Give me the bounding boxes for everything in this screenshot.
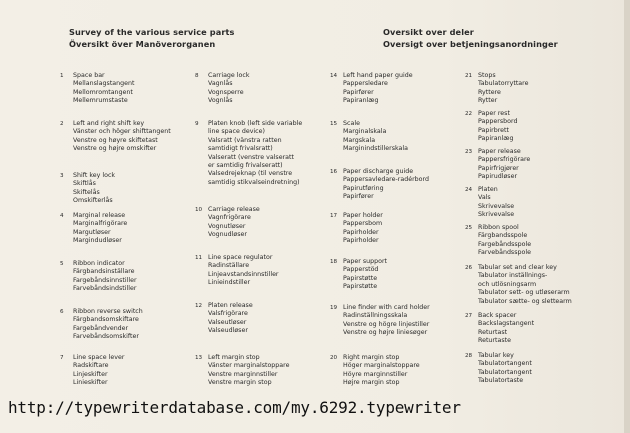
part-name-translation: Valseudløser [208, 327, 248, 335]
part-names [73, 172, 115, 206]
part-name-translation: Papirfrigjører [478, 164, 519, 172]
header-right-subtitle: Oversigt over betjeningsanordninger [383, 39, 558, 49]
part-name-translation: Vognlås [208, 97, 233, 105]
part-name-translation: samtidigt frivalsratt) [208, 145, 273, 153]
part-number: 28 [465, 353, 473, 359]
part-name-translation: Marginindstillerskala [343, 145, 408, 153]
part-names [343, 72, 413, 106]
part-item [330, 72, 413, 106]
part-item [465, 186, 514, 220]
part-item [330, 258, 387, 292]
header-left-subtitle: Översikt över Manöverorganen [69, 39, 216, 49]
part-number: 23 [465, 149, 473, 155]
part-name-translation: Pappersavledare-radérbord [343, 176, 430, 184]
part-name-translation: Skiftelås [73, 188, 100, 196]
part-item [330, 212, 383, 246]
part-name-translation: Mellemrumstaste [73, 97, 128, 105]
part-name-english: Left hand paper guide [343, 72, 413, 79]
part-number: 19 [330, 305, 338, 311]
part-item [465, 264, 572, 306]
part-number: 1 [60, 73, 64, 79]
part-name-english: Left and right shift key [73, 120, 145, 127]
part-name-translation: Tabulatortangent [478, 360, 532, 368]
part-name-translation: Returtaste [478, 337, 511, 345]
part-name-translation: Linieskifter [73, 379, 108, 387]
part-name-translation: Skrivevalse [478, 202, 515, 210]
part-name-translation: Omskifterlås [73, 197, 113, 205]
part-number: 26 [465, 265, 473, 271]
part-names [208, 302, 253, 336]
part-names [478, 264, 572, 306]
part-name-english: Platen knob (left side variable [208, 120, 303, 127]
part-name-english: Ribbon reverse switch [73, 308, 143, 315]
part-item [60, 260, 137, 294]
part-name-english: Carriage release [208, 206, 260, 213]
part-name-translation: Pappersledare [343, 80, 388, 88]
part-names [478, 72, 529, 106]
part-names [208, 354, 289, 388]
part-name-english: Platen release [208, 302, 253, 309]
part-name-translation: Pappersbom [343, 220, 383, 228]
part-number: 8 [195, 73, 199, 79]
part-item [465, 148, 530, 182]
part-name-translation: Skiftlås [73, 180, 96, 188]
part-item [195, 254, 279, 288]
part-names [208, 72, 250, 106]
part-item [330, 354, 420, 388]
part-names [73, 260, 137, 294]
part-name-translation: Venstre marginnstiller [208, 370, 278, 378]
part-names [73, 354, 124, 388]
part-name-translation: Papirstøtte [343, 274, 378, 282]
part-name-translation: Vänster och höger shifttangent [73, 128, 171, 136]
part-name-translation: Linieindstiller [208, 279, 251, 287]
part-number: 16 [330, 169, 338, 175]
part-names [478, 312, 534, 346]
part-number: 3 [60, 173, 64, 179]
part-item [465, 224, 531, 258]
part-name-translation: Tabulator sett- og utløserarm [478, 289, 570, 297]
part-name-translation: Venstre og högre linjestiller [343, 320, 430, 328]
part-number: 21 [465, 73, 473, 79]
part-name-english: Line space regulator [208, 254, 273, 261]
part-number: 5 [60, 261, 64, 267]
part-number: 10 [195, 207, 203, 213]
header-right-title: Oversikt over deler [383, 27, 474, 37]
part-item [195, 302, 253, 336]
part-name-translation: Venstre og høyre skiftetast [73, 136, 158, 144]
part-name-translation: Papirholder [343, 237, 379, 245]
part-number: 6 [60, 309, 64, 315]
part-number: 25 [465, 225, 473, 231]
part-name-english: Paper release [478, 148, 521, 155]
part-name-translation: Linjeskifter [73, 370, 108, 378]
part-name-translation: Marginalfrigörare [73, 220, 128, 228]
part-name-english: Back spacer [478, 312, 517, 319]
part-name-translation: Tabulator sætte- og slettearm [478, 297, 572, 305]
part-name-translation: Venstre margin stop [208, 379, 272, 387]
part-name-translation: Fargebåndsinnstiller [73, 276, 137, 284]
part-names [73, 212, 127, 246]
part-name-translation: Margindudløser [73, 237, 122, 245]
header-right [383, 26, 558, 50]
part-names [73, 120, 171, 154]
part-name-translation: Marginalskala [343, 128, 387, 136]
part-name-translation: Farvebåndsindstiller [73, 285, 137, 293]
part-names [343, 120, 408, 154]
part-number: 2 [60, 121, 64, 127]
part-name-english: Space bar [73, 72, 105, 79]
part-name-translation: Farvebåndsomskifter [73, 333, 139, 341]
part-name-english: Scale [343, 120, 360, 127]
part-names [208, 206, 260, 240]
part-name-translation: Fargebåndvender [73, 324, 129, 332]
part-item [195, 206, 260, 240]
part-item [195, 120, 302, 187]
part-name-translation: Papirbrett [478, 126, 509, 134]
part-item [465, 352, 532, 386]
part-name-translation: Venstre og højre liniesøger [343, 329, 428, 337]
part-name-translation: Skrivevalse [478, 211, 515, 219]
part-number: 22 [465, 111, 473, 117]
part-name-translation: line space device) [208, 128, 265, 136]
part-number: 13 [195, 355, 203, 361]
part-name-translation: Valseutløser [208, 318, 247, 326]
part-name-translation: Papirholder [343, 228, 379, 236]
part-name-translation: Tabulator inställnings- [478, 272, 548, 280]
part-name-english: Right margin stop [343, 354, 400, 361]
part-name-translation: Valsfrigörare [208, 310, 248, 318]
part-item [465, 110, 517, 144]
part-name-translation: er samtidig frivalseratt) [208, 162, 283, 170]
part-item [60, 72, 134, 106]
part-name-english: Marginal release [73, 212, 126, 219]
header-left-title: Survey of the various service parts [69, 27, 235, 37]
part-name-translation: Papiranlæg [478, 135, 514, 143]
part-name-english: Paper holder [343, 212, 383, 219]
part-name-translation: Fargebåndsspole [478, 240, 532, 248]
part-item [60, 308, 143, 342]
part-name-translation: Backslagstangent [478, 320, 535, 328]
part-name-translation: Vagnlås [208, 80, 233, 88]
part-names [208, 254, 279, 288]
part-names [478, 148, 530, 182]
part-names [343, 258, 387, 292]
part-names [478, 110, 517, 144]
part-name-translation: Tabulatortangent [478, 368, 532, 376]
part-name-translation: Färgbandsspole [478, 232, 528, 240]
part-name-english: Line space lever [73, 354, 125, 361]
part-item [60, 354, 124, 388]
part-name-english: Paper support [343, 258, 388, 265]
part-names [343, 304, 430, 338]
part-name-english: Platen [478, 186, 498, 193]
part-name-translation: Venstre og højre omskifter [73, 145, 157, 153]
part-name-english: Left margin stop [208, 354, 260, 361]
part-number: 7 [60, 355, 64, 361]
part-item [195, 354, 289, 388]
part-name-translation: Pappersbord [478, 118, 518, 126]
part-item [330, 304, 430, 338]
part-name-translation: Vognutløser [208, 222, 246, 230]
part-item [465, 72, 529, 106]
part-name-english: Ribbon spool [478, 224, 519, 231]
part-name-translation: Papiranlæg [343, 97, 379, 105]
page-edge [624, 0, 630, 433]
part-name-translation: Papirstøtte [343, 283, 378, 291]
part-name-english: Stops [478, 72, 496, 79]
part-number: 11 [195, 255, 203, 261]
part-name-translation: Papirfører [343, 193, 374, 201]
part-name-translation: Ryttere [478, 88, 501, 96]
part-name-translation: Mellanslagstangent [73, 80, 135, 88]
part-names [478, 224, 531, 258]
part-name-translation: Pappersfrigörare [478, 156, 531, 164]
part-name-english: Paper rest [478, 110, 510, 117]
part-name-translation: Höyre marginnstiller [343, 370, 408, 378]
part-number: 18 [330, 259, 338, 265]
part-name-translation: samtidig stikvalseindretning) [208, 178, 300, 186]
part-name-translation: Returtast [478, 328, 508, 336]
part-name-english: Ribbon indicator [73, 260, 125, 267]
part-names [73, 308, 143, 342]
part-name-translation: Färgbandsomskiftare [73, 316, 139, 324]
part-name-translation: Vognudløser [208, 231, 247, 239]
part-name-translation: Vognsperre [208, 88, 244, 96]
part-number: 4 [60, 213, 64, 219]
part-number: 15 [330, 121, 338, 127]
part-names [208, 120, 302, 187]
part-names [478, 186, 514, 220]
part-name-translation: Højre margin stop [343, 379, 400, 387]
part-name-translation: Valsratt (vänstra ratten [208, 136, 282, 144]
part-item [60, 120, 171, 154]
part-number: 24 [465, 187, 473, 193]
part-name-translation: Tabulatortaste [478, 377, 524, 385]
part-number: 17 [330, 213, 338, 219]
part-name-translation: Margskala [343, 136, 376, 144]
part-name-translation: Farvebåndsspole [478, 249, 531, 257]
part-name-translation: Vagnfrigörare [208, 214, 251, 222]
part-name-translation: Mellomromtangent [73, 88, 133, 96]
part-number: 14 [330, 73, 338, 79]
part-name-translation: Papperstöd [343, 266, 379, 274]
part-name-translation: Färgbandsinställare [73, 268, 135, 276]
part-item [330, 168, 429, 202]
part-item [60, 212, 127, 246]
part-number: 20 [330, 355, 338, 361]
part-number: 12 [195, 303, 203, 309]
part-names [343, 168, 429, 202]
part-name-translation: Radinställningsskala [343, 312, 408, 320]
part-item [195, 72, 250, 106]
part-name-translation: Vänster marginalstoppare [208, 362, 290, 370]
part-name-translation: Valsedrejeknap (til venstre [208, 170, 293, 178]
part-name-translation: Tabulatorryttare [478, 80, 529, 88]
part-name-translation: Höger marginalstoppare [343, 362, 420, 370]
part-item [60, 172, 115, 206]
part-name-translation: Radinställare [208, 262, 250, 270]
part-name-translation: Linjeavstandsinnstiller [208, 270, 279, 278]
part-item [330, 120, 408, 154]
part-name-english: Line finder with card holder [343, 304, 430, 311]
part-name-translation: Rytter [478, 97, 498, 105]
part-name-english: Shift key lock [73, 172, 116, 179]
source-url: http://typewriterdatabase.com/my.6292.typewriter [8, 398, 461, 417]
part-item [465, 312, 534, 346]
part-number: 27 [465, 313, 473, 319]
part-names [73, 72, 134, 106]
header-left [69, 26, 234, 50]
part-names [343, 354, 420, 388]
part-name-translation: Vals [478, 194, 491, 202]
part-name-translation: Margutløser [73, 228, 111, 236]
part-name-translation: Papirutføring [343, 184, 384, 192]
part-name-translation: och utlösningsarm [478, 280, 537, 288]
part-names [343, 212, 383, 246]
part-name-english: Paper discharge guide [343, 168, 414, 175]
part-name-english: Tabular set and clear key [478, 264, 557, 271]
part-name-english: Carriage lock [208, 72, 250, 79]
part-name-english: Tabular key [478, 352, 514, 359]
part-name-translation: Papirudløser [478, 173, 518, 181]
part-name-translation: Valseratt (venstre valseratt [208, 153, 294, 161]
part-name-translation: Radskiftare [73, 362, 109, 370]
part-number: 9 [195, 121, 199, 127]
part-names [478, 352, 532, 386]
part-name-translation: Papirfører [343, 88, 374, 96]
